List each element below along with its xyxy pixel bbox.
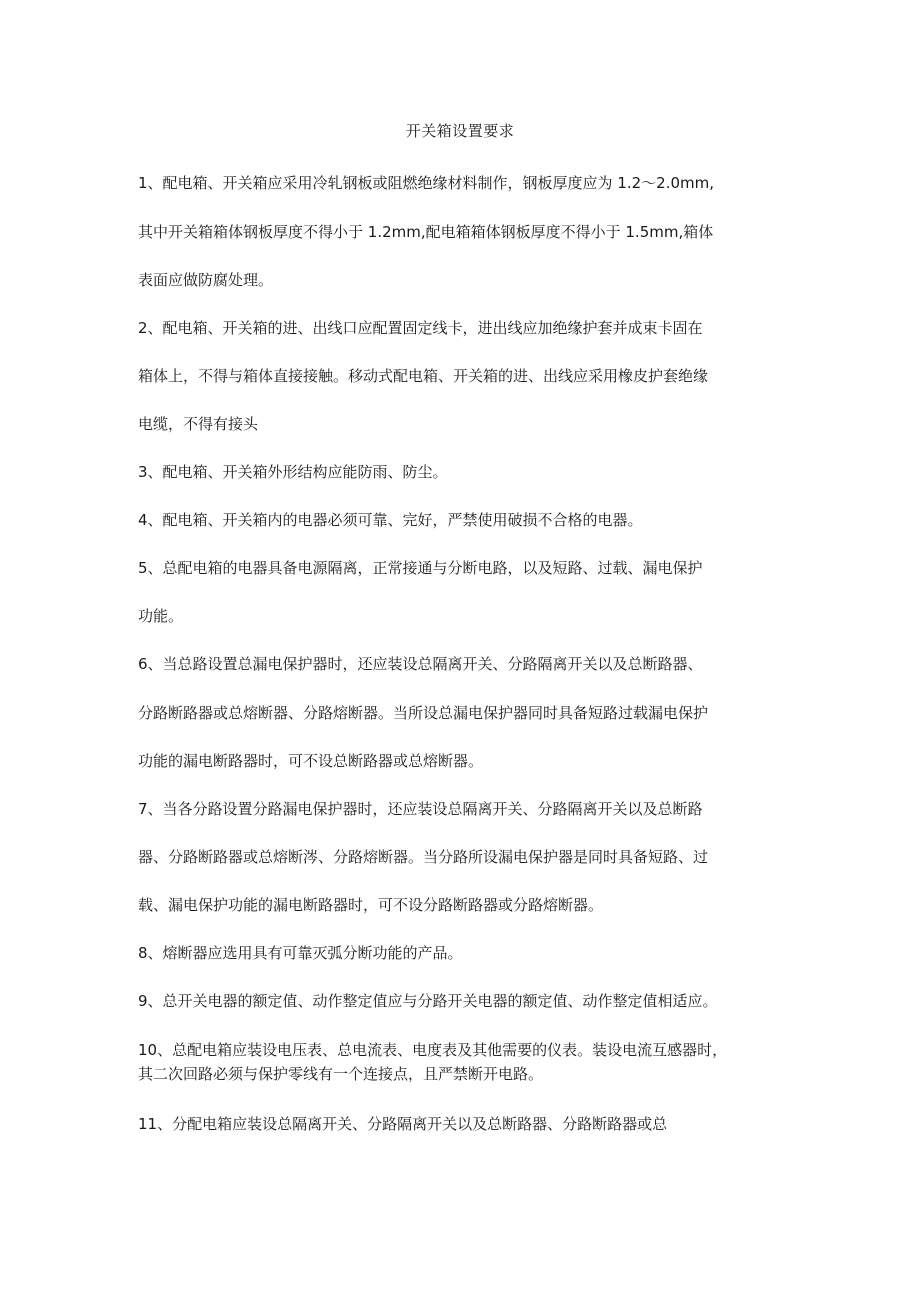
paragraph-line: 4、配电箱、开关箱内的电器必须可靠、完好，严禁使用破损不合格的电器。 (138, 511, 643, 529)
paragraph-line: 10、总配电箱应装设电压表、总电流表、电度表及其他需要的仪表。装设电流互感器时， (138, 1041, 728, 1059)
paragraph-line: 1、配电箱、开关箱应采用冷轧钢板或阻燃绝缘材料制作，钢板厚度应为 1.2～2.0mm, (138, 174, 715, 192)
paragraph-line: 分路断路器或总熔断器、分路熔断器。当所设总漏电保护器同时具备短路过载漏电保护 (138, 704, 709, 722)
paragraph-line: 表面应做防腐处理。 (138, 271, 274, 289)
paragraph-line: 5、总配电箱的电器具备电源隔离，正常接通与分断电路，以及短路、过载、漏电保护 (138, 559, 703, 577)
paragraph-line: 2、配电箱、开关箱的进、出线口应配置固定线卡，进出线应加绝缘护套并成束卡固在 (138, 319, 703, 337)
paragraph-line: 电缆，不得有接头 (138, 415, 259, 433)
document-title: 开关箱设置要求 (405, 122, 515, 140)
paragraph-line: 7、当各分路设置分路漏电保护器时，还应装设总隔离开关、分路隔离开关以及总断路 (138, 800, 703, 818)
paragraph-line: 6、当总路设置总漏电保护器时，还应装设总隔离开关、分路隔离开关以及总断路器、 (138, 655, 703, 673)
paragraph-line: 功能的漏电断路器时，可不设总断路器或总熔断器。 (138, 752, 484, 770)
paragraph-line: 载、漏电保护功能的漏电断路器时，可不设分路断路器或分路熔断器。 (138, 896, 604, 914)
paragraph-line: 其二次回路必须与保护零线有一个连接点，且严禁断开电路。 (138, 1065, 544, 1083)
paragraph-line: 箱体上，不得与箱体直接接触。移动式配电箱、开关箱的进、出线应采用橡皮护套绝缘 (138, 367, 709, 385)
paragraph-line: 8、熔断器应选用具有可靠灭弧分断功能的产品。 (138, 944, 463, 962)
paragraph-line: 9、总开关电器的额定值、动作整定值应与分路开关电器的额定值、动作整定值相适应。 (138, 992, 718, 1010)
paragraph-line: 3、配电箱、开关箱外形结构应能防雨、防尘。 (138, 463, 448, 481)
paragraph-line: 其中开关箱箱体钢板厚度不得小于 1.2mm,配电箱箱体钢板厚度不得小于 1.5mm,箱体 (138, 223, 714, 241)
paragraph-line: 11、分配电箱应装设总隔离开关、分路隔离开关以及总断路器、分路断路器或总 (138, 1115, 668, 1133)
paragraph-line: 器、分路断路器或总熔断涔、分路熔断器。当分路所设漏电保护器是同时具备短路、过 (138, 848, 709, 866)
paragraph-line: 功能。 (138, 607, 184, 625)
